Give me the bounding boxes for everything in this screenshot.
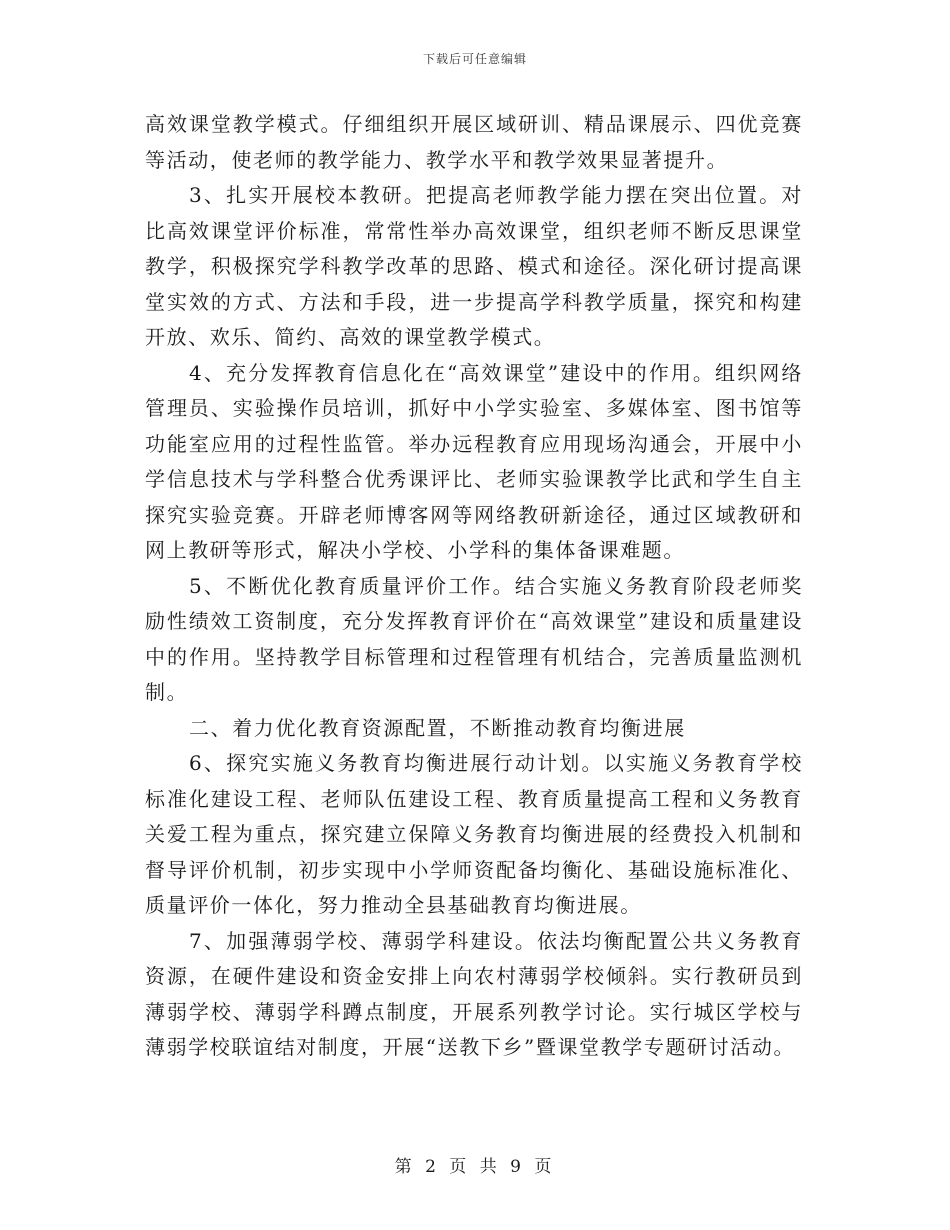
page-number-footer: 第 2 页 共 9 页 — [394, 1157, 556, 1177]
document-body — [145, 107, 803, 1066]
paragraph-continuation: 高效课堂教学模式。仔细组织开展区域研训、精品课展示、四优竞赛等活动，使老师的教学能力、教学水平和教学效果显著提升。 — [145, 112, 803, 172]
paragraph-item-6: 6、探究实施义务教育均衡进展行动计划。以实施义务教育学校标准化建设工程、老师队伍建设工程、教育质量提高工程和义务教育关爱工程为重点，探究建立保障义务教育均衡进展的经费投入机制和督导评价机制，初步实现中小学师资配备均衡化、基础设施标准化、质量评价一体化，努力推动全县基础教育均衡进展。 — [145, 751, 803, 917]
paragraph-item-5: 5、不断优化教育质量评价工作。结合实施义务教育阶段老师奖励性绩效工资制度，充分发挥教育评价在“高效课堂”建设和质量建设中的作用。坚持教学目标管理和过程管理有机结合，完善质量监测机制。 — [145, 573, 803, 704]
paragraph-item-4: 4、充分发挥教育信息化在“高效课堂”建设中的作用。组织网络管理员、实验操作员培训，抓好中小学实验室、多媒体室、图书馆等功能室应用的过程性监管。举办远程教育应用现场沟通会，开展中小学信息技术与学科整合优秀课评比、老师实验课教学比武和学生自主探究实验竞赛。开辟老师博客网等网络教研新途径，通过区域教研和网上教研等形式，解决小学校、小学科的集体备课难题。 — [145, 360, 803, 562]
paragraph-item-7: 7、加强薄弱学校、薄弱学科建设。依法均衡配置公共义务教育资源，在硬件建设和资金安排上向农村薄弱学校倾斜。实行教研员到薄弱学校、薄弱学科蹲点制度，开展系列教学讨论。实行城区学校与薄弱学校联谊结对制度，开展“送教下乡”暨课堂教学专题研讨活动。 — [145, 928, 803, 1059]
section-heading-2: 二、着力优化教育资源配置，不断推动教育均衡进展 — [189, 715, 686, 740]
page-header-note: 下载后可任意编辑 — [422, 52, 527, 66]
paragraph-item-3: 3、扎实开展校本教研。把提高老师教学能力摆在突出位置。对比高效课堂评价标准，常常性举办高效课堂，组织老师不断反思课堂教学，积极探究学科教学改革的思路、模式和途径。深化研讨提高课堂实效的方式、方法和手段，进一步提高学科教学质量，探究和构建开放、欢乐、简约、高效的课堂教学模式。 — [145, 183, 803, 349]
